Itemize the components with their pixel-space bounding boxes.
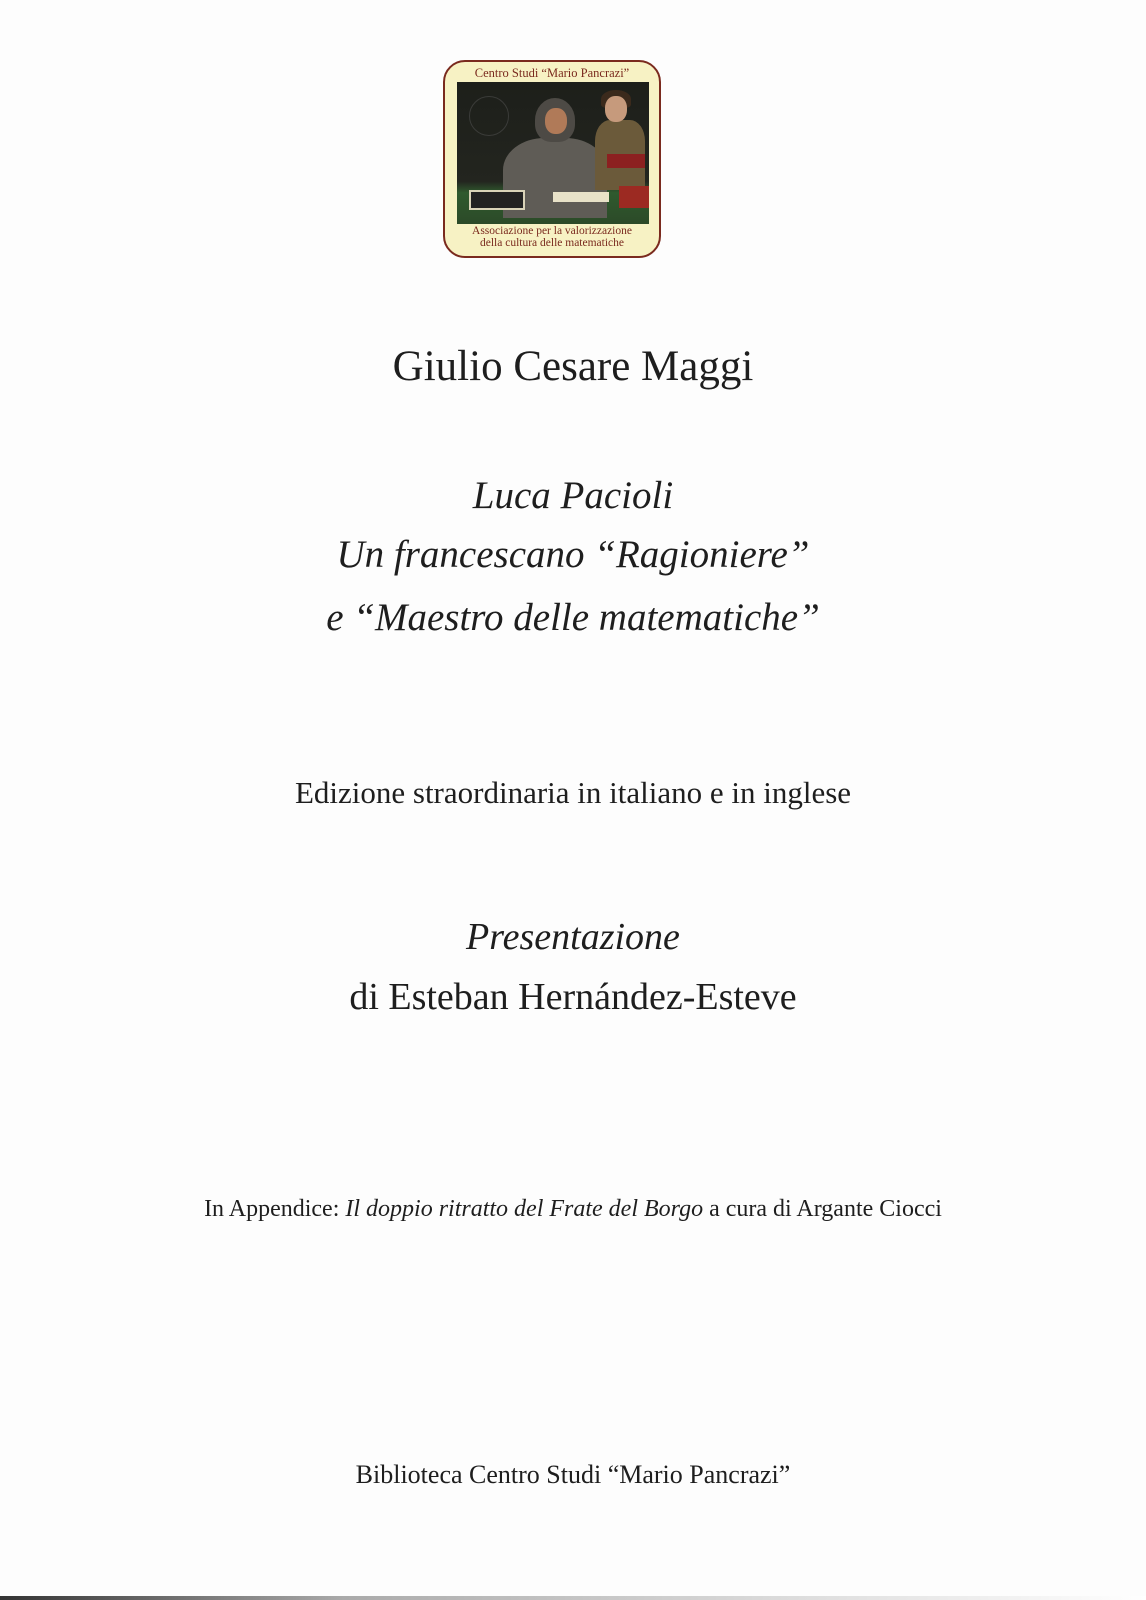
title-line-2: Un francescano “Ragioniere”	[336, 533, 810, 576]
publisher: Biblioteca Centro Studi “Mario Pancrazi”	[355, 1460, 791, 1489]
presentation-author: di Esteban Hernández-Esteve	[349, 976, 797, 1018]
title-line-3: e “Maestro delle matematiche”	[326, 596, 820, 639]
dodecahedron-shape	[469, 96, 509, 136]
appendix-note: In Appendice: Il doppio ritratto del Frate del Borgo a cura di Argante Ciocci	[204, 1196, 942, 1222]
association-logo	[443, 60, 661, 258]
author-name: Giulio Cesare Maggi	[392, 343, 754, 390]
pacioli-portrait-image	[457, 82, 649, 224]
edition-note: Edizione straordinaria in italiano e in inglese	[294, 775, 852, 810]
title-line-1: Luca Pacioli	[472, 474, 674, 517]
presentation-label: Presentazione	[466, 916, 680, 958]
scan-edge	[0, 1596, 1146, 1600]
appendix-work-title: Il doppio ritratto del Frate del Borgo	[345, 1196, 704, 1222]
logo-top-text: Centro Studi “Mario Pancrazi”	[474, 66, 630, 80]
logo-bottom-text: Associazione per la valorizzazione della cultura delle matematiche	[472, 225, 632, 249]
